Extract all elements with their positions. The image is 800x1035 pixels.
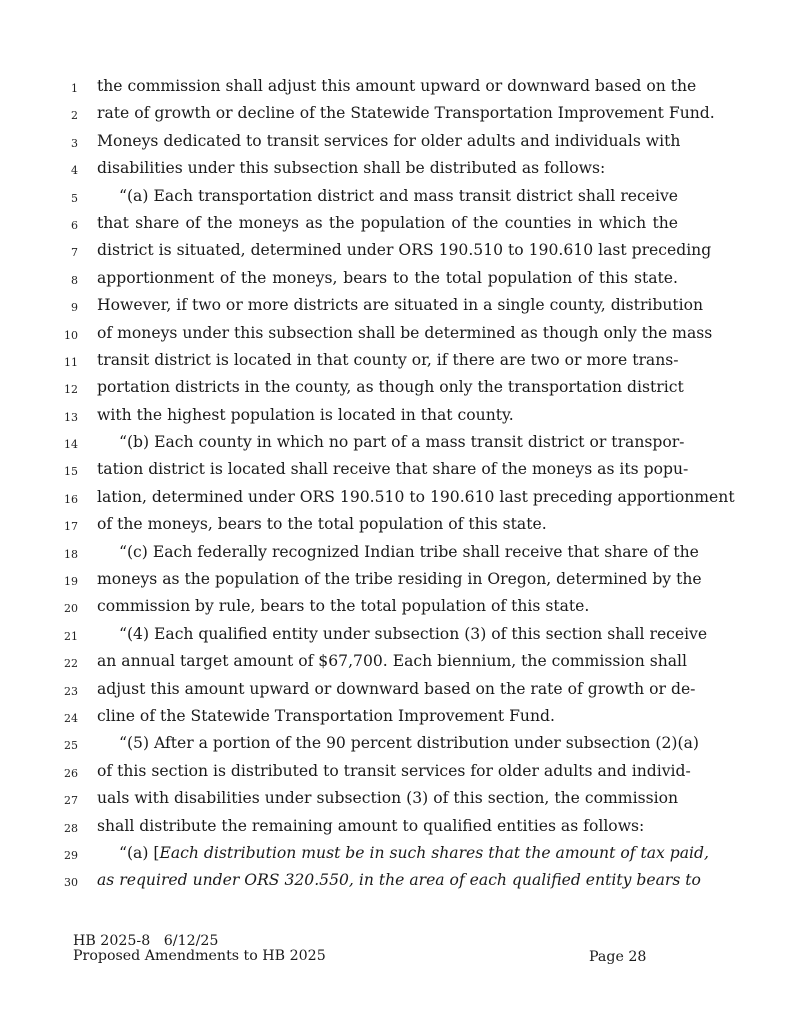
line-text: the commission shall adjust this amount upward or downward based on the [97, 77, 697, 95]
line-number: 15 [64, 465, 78, 479]
text-line [0, 129, 800, 156]
line-number: 20 [64, 602, 78, 616]
text-line [0, 567, 800, 594]
line-text: uals with disabilities under subsection (3) of this section, the commission [97, 789, 678, 808]
line-text: as required under ORS 320.550, in the area of each qualified entity bears to [97, 871, 701, 890]
line-number: 14 [64, 438, 78, 452]
line-number: 21 [64, 629, 78, 643]
line-text: rate of growth or decline of the Statewide Transportation Improvement Fund. [97, 104, 715, 123]
line-number: 30 [64, 876, 78, 890]
text-line [0, 211, 800, 238]
text-line [0, 101, 800, 128]
line-text: shall distribute the remaining amount to qualified entities as follows: [97, 816, 645, 835]
line-number: 17 [64, 520, 78, 534]
line-text: transit district is located in that county or, if there are two or more trans- [97, 350, 679, 369]
line-text: with the highest population is located in that county. [97, 405, 514, 424]
line-number: 8 [71, 273, 78, 287]
line-number: 5 [71, 191, 78, 205]
line-number: 3 [71, 136, 78, 150]
line-text: commission by rule, bears to the total population of this state. [97, 597, 590, 616]
line-number: 7 [71, 246, 78, 260]
text-line [0, 841, 800, 868]
text-line [0, 540, 800, 567]
text-line [0, 814, 800, 841]
line-number: 11 [64, 355, 78, 369]
line-number: 18 [64, 547, 78, 561]
line-text: of the moneys, bears to the total population of this state. [97, 515, 547, 534]
text-line [0, 184, 800, 211]
line-number: 9 [71, 301, 78, 315]
line-text: “(5) After a portion of the 90 percent distribution under subsection (2)(a) [119, 734, 699, 753]
line-text: “(a) Each transportation district and mass transit district shall receive [119, 186, 678, 205]
line-text: adjust this amount upward or downward based on the rate of growth or de- [97, 679, 696, 698]
text-line [0, 403, 800, 430]
text-line [0, 594, 800, 621]
text-line [0, 622, 800, 649]
text-line [0, 238, 800, 265]
line-text: of this section is distributed to transit services for older adults and individ- [97, 761, 691, 780]
line-text: moneys as the population of the tribe residing in Oregon, determined by the [97, 570, 702, 589]
line-text-prefix: “(a) [ [119, 843, 160, 862]
line-text: that share of the moneys as the population of the counties in which the [97, 213, 678, 232]
line-number: 16 [64, 492, 78, 506]
line-number: 12 [64, 383, 78, 397]
line-number: 26 [64, 766, 78, 780]
text-line [0, 156, 800, 183]
line-number: 1 [71, 82, 78, 95]
text-line [0, 375, 800, 402]
footer-bill-id: HB 2025-8 6/12/25 [73, 933, 219, 949]
text-line [0, 348, 800, 375]
line-text: tation district is located shall receive that share of the moneys as its popu- [97, 460, 689, 479]
page-number: Page 28 [589, 949, 647, 965]
text-line [0, 430, 800, 457]
line-text: Moneys dedicated to transit services for older adults and individuals with [97, 131, 681, 150]
line-text: “(4) Each qualified entity under subsection (3) of this section shall receive [119, 624, 708, 643]
numbered-text-body [0, 74, 800, 896]
line-number: 4 [71, 164, 78, 178]
line-text: of moneys under this subsection shall be determined as though only the mass [97, 323, 713, 342]
line-number: 28 [64, 821, 78, 835]
text-line [0, 759, 800, 786]
text-line [0, 677, 800, 704]
text-line [0, 266, 800, 293]
text-line [0, 485, 800, 512]
text-line [0, 731, 800, 758]
line-number: 13 [64, 410, 78, 424]
line-text: “(c) Each federally recognized Indian tribe shall receive that share of the [119, 542, 699, 561]
text-line [0, 512, 800, 539]
line-number: 10 [64, 328, 78, 342]
text-line [0, 704, 800, 731]
line-text: cline of the Statewide Transportation Improvement Fund. [97, 706, 555, 725]
line-number: 29 [64, 848, 78, 862]
line-text: “(b) Each county in which no part of a mass transit district or transpor- [119, 433, 685, 452]
line-text-italic: Each distribution must be in such shares that the amount of tax paid, [159, 843, 709, 862]
line-text: disabilities under this subsection shall be distributed as follows: [97, 159, 606, 178]
text-line [0, 457, 800, 484]
line-number: 6 [71, 218, 78, 232]
text-line [0, 74, 800, 101]
line-text [97, 841, 709, 865]
text-line [0, 649, 800, 676]
footer-title: Proposed Amendments to HB 2025 [73, 948, 326, 964]
line-number: 19 [64, 575, 78, 589]
line-text: apportionment of the moneys, bears to the total population of this state. [97, 268, 678, 287]
line-number: 23 [64, 684, 78, 698]
footer [73, 934, 326, 964]
text-line [0, 786, 800, 813]
text-line [0, 321, 800, 348]
line-text: However, if two or more districts are situated in a single county, distribution [97, 296, 704, 315]
text-line [0, 293, 800, 320]
line-number: 2 [71, 109, 78, 123]
line-text: district is situated, determined under ORS 190.510 to 190.610 last preceding [97, 241, 712, 260]
text-line [0, 868, 800, 895]
line-text: an annual target amount of $67,700. Each biennium, the commission shall [97, 652, 688, 671]
line-number: 22 [64, 657, 78, 671]
line-text: portation districts in the county, as though only the transportation district [97, 378, 684, 397]
line-text: lation, determined under ORS 190.510 to 190.610 last preceding apportionment [97, 487, 735, 506]
line-number: 24 [64, 711, 78, 725]
line-number: 25 [64, 739, 78, 753]
line-number: 27 [64, 794, 78, 808]
